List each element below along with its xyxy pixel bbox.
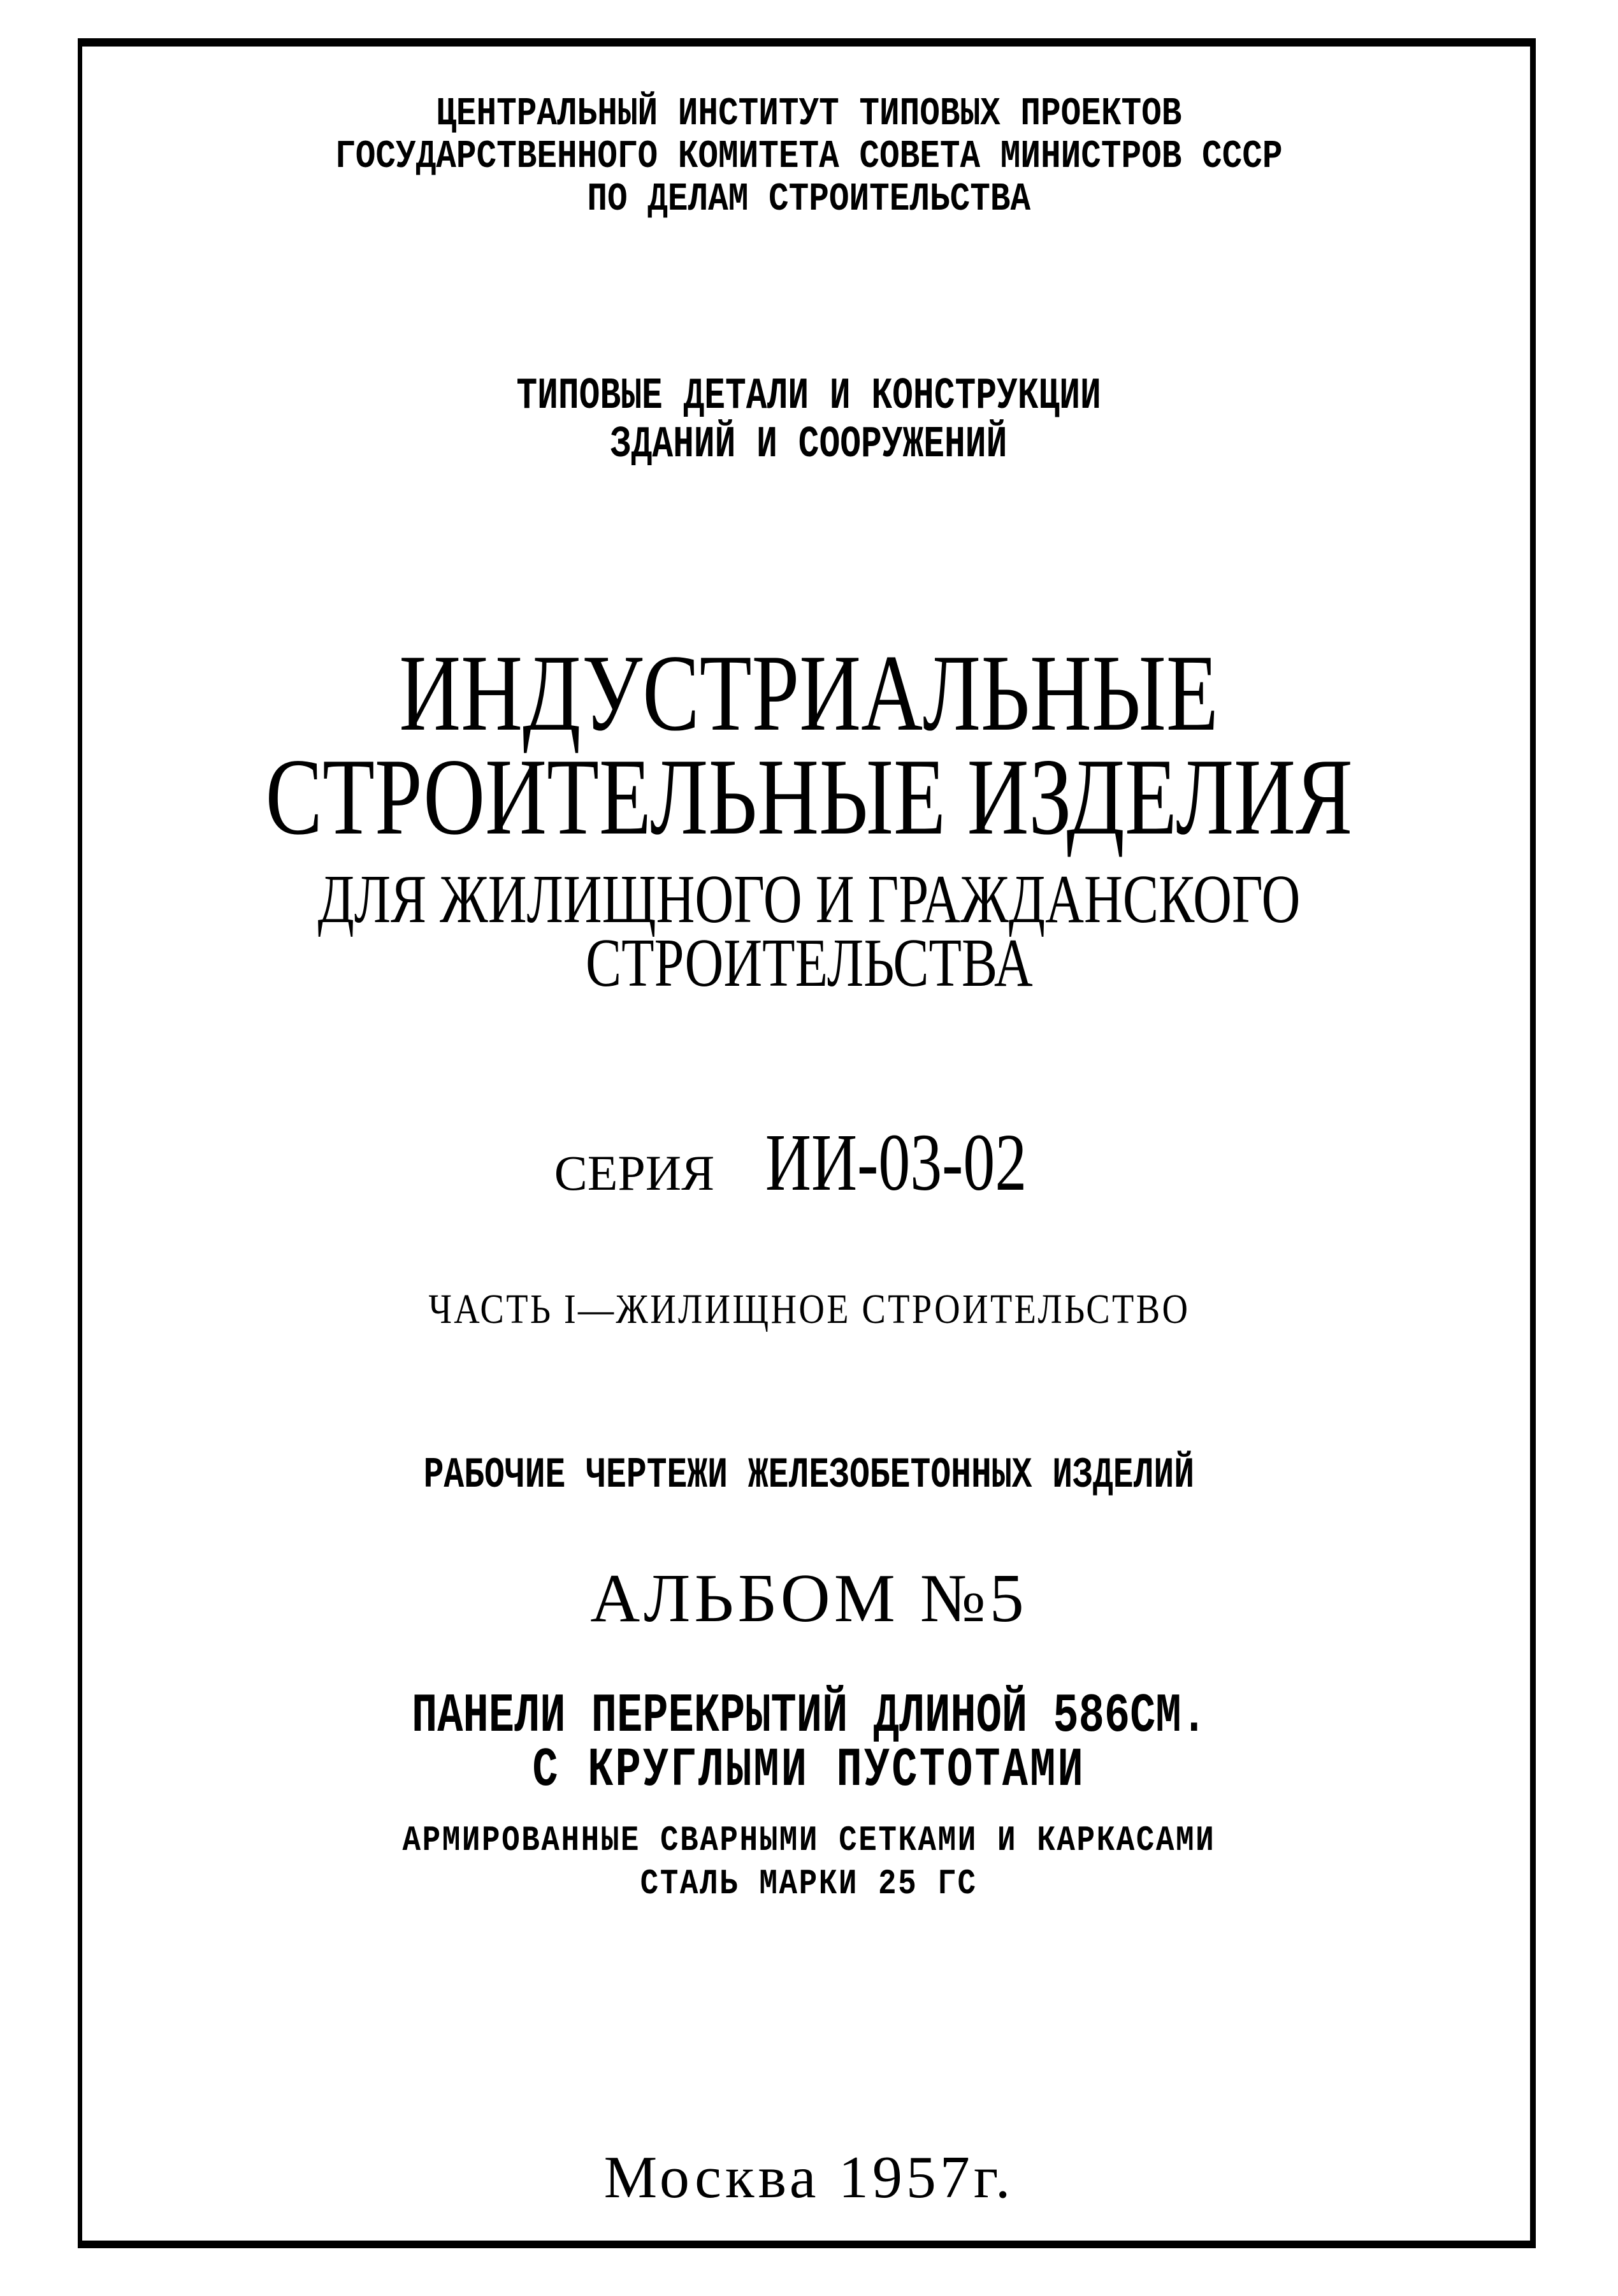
main-title-line-1 (0, 633, 1618, 754)
album-description-line-4-text: СТАЛЬ МАРКИ 25 ГС (640, 1863, 978, 1904)
institution-line-1-text: ЦЕНТРАЛЬНЫЙ ИНСТИТУТ ТИПОВЫХ ПРОЕКТОВ (436, 91, 1182, 136)
album-description-line-2-text: С КРУГЛЫМИ ПУСТОТАМИ (532, 1739, 1086, 1801)
institution-line-1 (0, 91, 1618, 136)
subtitle-line-2 (0, 925, 1618, 1001)
subtitle-line-1 (0, 862, 1618, 937)
place-and-year-text: Москва 1957г. (603, 2144, 1015, 2211)
institution-line-2 (0, 134, 1618, 179)
place-and-year (0, 2144, 1618, 2211)
main-title-line-2 (0, 737, 1618, 858)
drawings-text: РАБОЧИЕ ЧЕРТЕЖИ ЖЕЛЕЗОБЕТОННЫХ ИЗДЕЛИЙ (423, 1451, 1195, 1500)
institution-line-3 (0, 177, 1618, 222)
part-line (0, 1286, 1618, 1332)
album-description-line-3-text: АРМИРОВАННЫЕ СВАРНЫМИ СЕТКАМИ И КАРКАСАМИ (402, 1820, 1216, 1861)
main-title-line-1-text: ИНДУСТРИАЛЬНЫЕ (399, 633, 1219, 754)
album-description-line-1-text: ПАНЕЛИ ПЕРЕКРЫТИЙ ДЛИНОЙ 586СМ. (411, 1685, 1207, 1747)
album-description-line-2 (0, 1739, 1618, 1801)
album-line (0, 1561, 1618, 1636)
institution-line-3-text: ПО ДЕЛАМ СТРОИТЕЛЬСТВА (587, 177, 1031, 222)
album-text: АЛЬБОМ №5 (590, 1561, 1028, 1636)
album-description-line-1 (0, 1685, 1618, 1747)
main-title-line-2-text: СТРОИТЕЛЬНЫЕ ИЗДЕЛИЯ (265, 737, 1353, 858)
part-text: ЧАСТЬ I—ЖИЛИЩНОЕ СТРОИТЕЛЬСТВО (428, 1286, 1190, 1332)
drawings-line (0, 1451, 1618, 1500)
series-line (0, 1117, 1618, 1208)
collection-line-1 (0, 372, 1618, 422)
album-description-line-4 (0, 1863, 1618, 1904)
subtitle-line-1-text: ДЛЯ ЖИЛИЩНОГО И ГРАЖДАНСКОГО (317, 862, 1301, 937)
subtitle-line-2-text: СТРОИТЕЛЬСТВА (585, 925, 1033, 1001)
album-description-line-3 (0, 1820, 1618, 1861)
series-label: СЕРИЯ (554, 1145, 715, 1201)
collection-line-2-text: ЗДАНИЙ И СООРУЖЕНИЙ (610, 420, 1008, 470)
institution-line-2-text: ГОСУДАРСТВЕННОГО КОМИТЕТА СОВЕТА МИНИСТРОВ СССР (335, 134, 1283, 179)
collection-line-2 (0, 420, 1618, 470)
series-code: ИИ-03-02 (765, 1117, 1027, 1208)
collection-line-1-text: ТИПОВЫЕ ДЕТАЛИ И КОНСТРУКЦИИ (516, 372, 1102, 422)
